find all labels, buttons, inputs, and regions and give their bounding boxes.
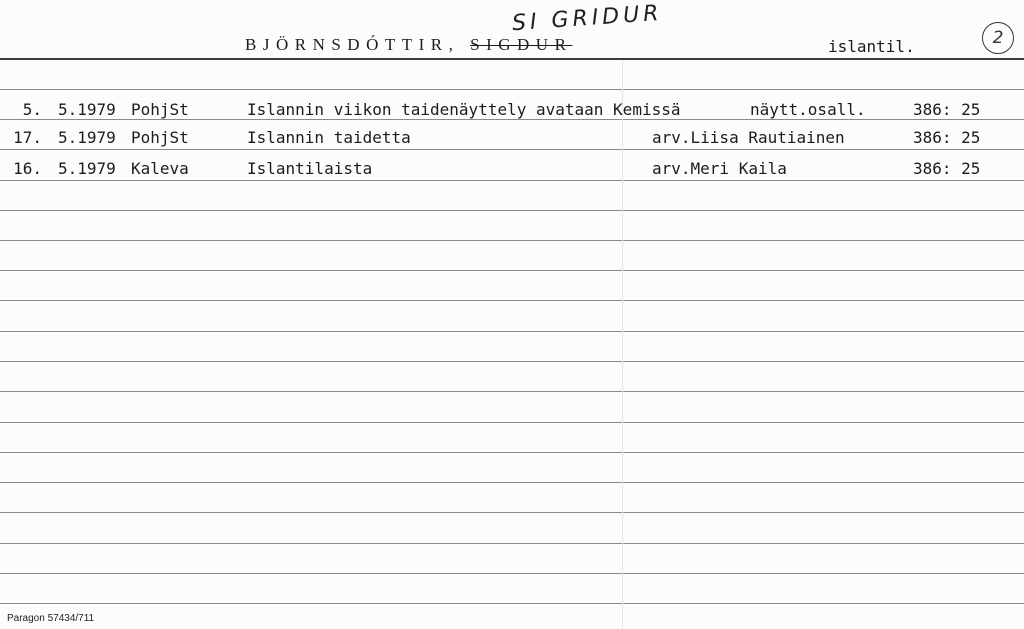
ruled-line (0, 149, 1024, 150)
entry-ref: 386: 25 (913, 159, 981, 178)
card-number-badge: 2 (982, 22, 1014, 54)
ruled-line (0, 422, 1024, 423)
ruled-line (0, 270, 1024, 271)
ruled-line (0, 180, 1024, 181)
entry-date: 5.1979 (58, 100, 116, 119)
entry-note: arv.Meri Kaila (652, 159, 787, 178)
ruled-line (0, 300, 1024, 301)
printer-imprint: Paragon 57434/711 (7, 613, 95, 624)
nationality: islantil. (828, 37, 915, 56)
handwritten-name: SI GRIDUR (511, 0, 664, 37)
entry-source: PohjSt (131, 128, 189, 147)
entry-ref: 386: 25 (913, 100, 981, 119)
entry-note: näytt.osall. (750, 100, 866, 119)
ruled-line (0, 361, 1024, 362)
ruled-line (0, 210, 1024, 211)
ruled-line (0, 452, 1024, 453)
entry-title: Islannin taidetta (247, 128, 411, 147)
entry-title: Islantilaista (247, 159, 373, 178)
entry-title: Islannin viikon taidenäyttely avataan Kemissä (247, 100, 681, 119)
header-rule (0, 58, 1024, 60)
ruled-line (0, 119, 1024, 120)
entry-day: 5. (22, 100, 42, 119)
struck-given-name: SIGDUR (470, 35, 573, 54)
entry-day: 16. (13, 159, 42, 178)
entry-date: 5.1979 (58, 159, 116, 178)
ruled-line (0, 482, 1024, 483)
ruled-line (0, 331, 1024, 332)
ruled-line (0, 573, 1024, 574)
ruled-line (0, 391, 1024, 392)
ruled-line (0, 89, 1024, 90)
surname: BJÖRNSDÓTTIR, (245, 35, 460, 54)
entry-note: arv.Liisa Rautiainen (652, 128, 845, 147)
ruled-line (0, 543, 1024, 544)
ruled-line (0, 512, 1024, 513)
entry-day: 17. (13, 128, 42, 147)
entry-ref: 386: 25 (913, 128, 981, 147)
entry-source: PohjSt (131, 100, 189, 119)
entry-source: Kaleva (131, 159, 189, 178)
faint-vertical-fold (622, 60, 623, 629)
person-name (245, 36, 572, 54)
ruled-line (0, 603, 1024, 604)
ruled-line (0, 240, 1024, 241)
entry-date: 5.1979 (58, 128, 116, 147)
